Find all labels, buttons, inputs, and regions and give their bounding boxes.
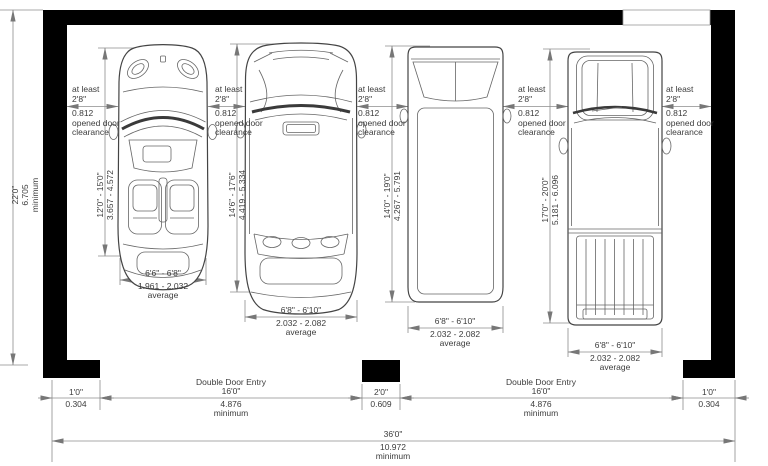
clearance-text: clearance [358,127,395,138]
door-entry-feet: 16'0" [221,386,241,396]
door-entry-note: minimum [523,408,559,418]
van-length-feet: 14'0" - 19'0" [382,173,392,219]
van-length-label [382,116,402,276]
width-meters-text: 2.032 - 2.082 [429,329,481,339]
garage-height-meters: 6.705 [20,184,30,206]
door-entry-label: Double Door Entry [196,377,266,387]
garage-width-meters: 10.972 [379,442,406,452]
left-door-header [196,378,266,396]
van-width-feet: 6'8" - 6'10" [434,316,476,326]
clearance-label-1-top [72,85,99,104]
clearance-label-2-top [215,85,242,104]
clearance-text: opened door [215,117,263,128]
clearance-text: clearance [215,127,252,138]
clearance-text: at least [358,84,386,94]
width-meters-text: 2.032 - 2.082 [589,353,641,363]
left-wall-dim-feet: 1'0" [68,387,84,397]
garage-width-feet: 36'0" [383,429,403,439]
pickup-length-label [540,120,560,280]
right-wall-dim-feet: 1'0" [701,387,717,397]
right-wall-dim-meters: 0.304 [698,399,720,409]
clearance-label-2-bottom [215,109,263,138]
width-meters-text: 2.032 - 2.082 [275,318,327,328]
garage-height-feet: 22'0" [10,185,20,205]
sedan-length-meters: 4.419 - 5.334 [237,169,247,221]
door-entry-feet: 16'0" [531,386,551,396]
center-pillar-dim-meters: 0.609 [370,399,392,409]
clearance-text: opened door [666,117,714,128]
clearance-text: 2'8" [72,93,87,104]
width-note-text: average [285,327,317,337]
pickup-width-feet: 6'8" - 6'10" [594,340,636,350]
width-note-text: average [599,362,631,372]
left-door-meters [214,400,248,418]
door-entry-note: minimum [213,408,249,418]
convertible-length-label [95,115,115,275]
van-length-meters: 4.267 - 5.791 [392,170,402,222]
pickup-width-meters [590,354,640,372]
center-pillar-dim-feet: 2'0" [373,387,389,397]
pickup-length-meters: 5.181 - 6.096 [550,174,560,226]
right-door-meters [524,400,558,418]
clearance-label-4-bottom [518,109,566,138]
convertible-width-meters [138,282,188,300]
vehicle-convertible [109,45,217,290]
van-width-meters [430,330,480,348]
clearance-label-4-top [518,85,545,104]
clearance-label-5-bottom [666,109,714,138]
clearance-label-3-bottom [358,109,406,138]
door-entry-meters: 4.876 [220,399,242,409]
clearance-text: 2'8" [358,93,373,104]
left-wall-dim-meters: 0.304 [65,399,87,409]
width-note-text: average [439,338,471,348]
clearance-text: 2'8" [518,93,533,104]
clearance-text: 0.812 [518,108,540,118]
door-entry-label: Double Door Entry [506,377,576,387]
pickup-length-feet: 17'0" - 20'0" [540,177,550,223]
convertible-width-feet: 6'6" - 6'8" [145,268,181,278]
clearance-label-1-bottom [72,109,120,138]
clearance-text: opened door [358,117,406,128]
clearance-label-3-top [358,85,385,104]
sedan-width-meters [276,319,326,337]
clearance-text: 0.812 [358,108,380,118]
clearance-text: opened door [518,117,566,128]
clearance-text: at least [72,84,100,94]
sedan-width-feet: 6'8" - 6'10" [280,305,322,315]
clearance-text: clearance [666,127,703,138]
width-meters-text: 1.961 - 2.032 [137,281,189,291]
garage-height-label [10,115,40,275]
clearance-text: at least [215,84,243,94]
clearance-text: clearance [518,127,555,138]
clearance-text: 2'8" [666,93,681,104]
garage-width-meters-block [376,443,410,461]
vehicle-pickup-truck [559,52,671,325]
back-wall-opening [623,10,710,25]
door-entry-meters: 4.876 [530,399,552,409]
clearance-text: at least [666,84,694,94]
garage-width-note: minimum [375,451,411,461]
clearance-text: 0.812 [666,108,688,118]
clearance-text: at least [518,84,546,94]
clearance-text: opened door [72,117,120,128]
garage-height-note: minimum [30,177,40,213]
convertible-length-feet: 12'0" - 15'0" [95,172,105,218]
clearance-text: 0.812 [72,108,94,118]
vehicle-van [400,47,511,302]
width-note-text: average [147,290,179,300]
right-door-header [506,378,576,396]
sedan-length-label [227,115,247,275]
sedan-length-feet: 14'6" - 17'6" [227,172,237,218]
clearance-text: 2'8" [215,93,230,104]
vehicle-sedan [236,43,366,314]
clearance-label-5-top [666,85,693,104]
clearance-text: 0.812 [215,108,237,118]
clearance-text: clearance [72,127,109,138]
convertible-length-meters: 3.657 - 4.572 [105,169,115,221]
